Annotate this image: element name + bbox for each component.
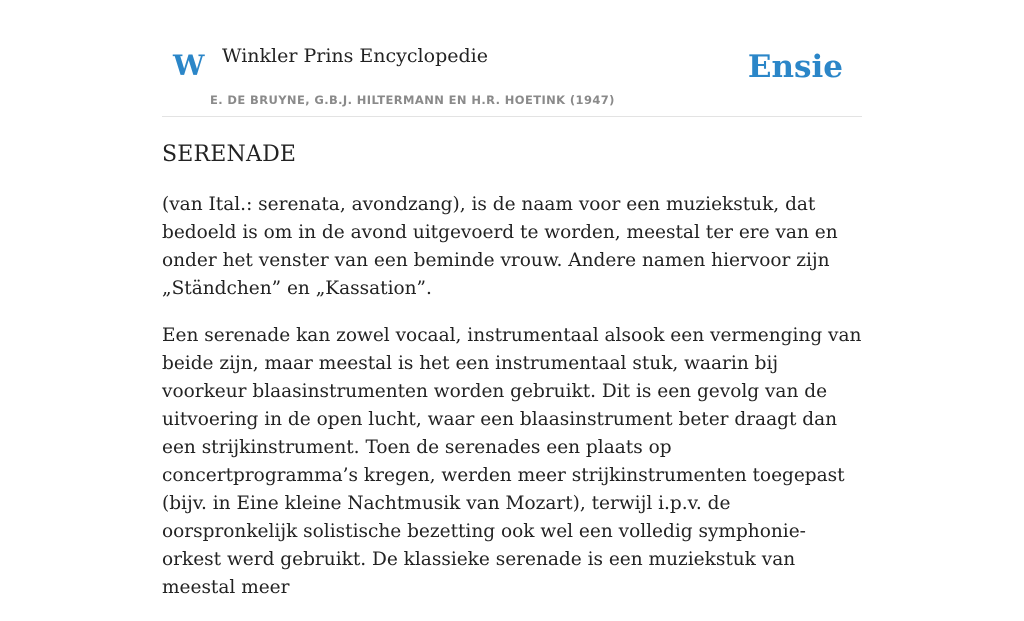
publication-authors: E. DE BRUYNE, G.B.J. HILTERMANN EN H.R. HOETINK (1947) [210,93,615,107]
winkler-prins-logo[interactable]: W [173,49,205,82]
article-paragraph: (van Ital.: serenata, avondzang), is de naam voor een muziekstuk, dat bedoeld is om in de avond uitgevoerd te worden, meestal ter ere van en onder het venster van een beminde vrouw. Andere namen hiervoor zijn „Ständchen” en „Kassation”. [162,194,838,299]
article-content [162,140,862,621]
publication-header [162,0,862,117]
article-title: SERENADE [162,142,297,167]
article-paragraph: Een serenade kan zowel vocaal, instrumentaal alsook een vermenging van beide zijn, maar meestal is het een instrumentaal stuk, waarin bij voorkeur blaasinstrumenten worden gebruikt. Dit is een gevolg van de uitvoering in de open lucht, waar een blaasinstrument beter draagt dan een strijkinstrument. Toen de serenades een plaats op concertprogramma’s kregen, werden meer strijkinstrumenten toegepast (bijv. in Eine kleine Nachtmusik van Mozart), terwijl i.p.v. de oorspronkelijk solistische bezetting ook wel een volledig symphonie-orkest werd gebruikt. De klassieke serenade is een muziekstuk van meestal meer [162,325,862,598]
ensie-logo[interactable]: Ensie [747,49,843,85]
publication-title[interactable]: Winkler Prins Encyclopedie [222,45,488,67]
